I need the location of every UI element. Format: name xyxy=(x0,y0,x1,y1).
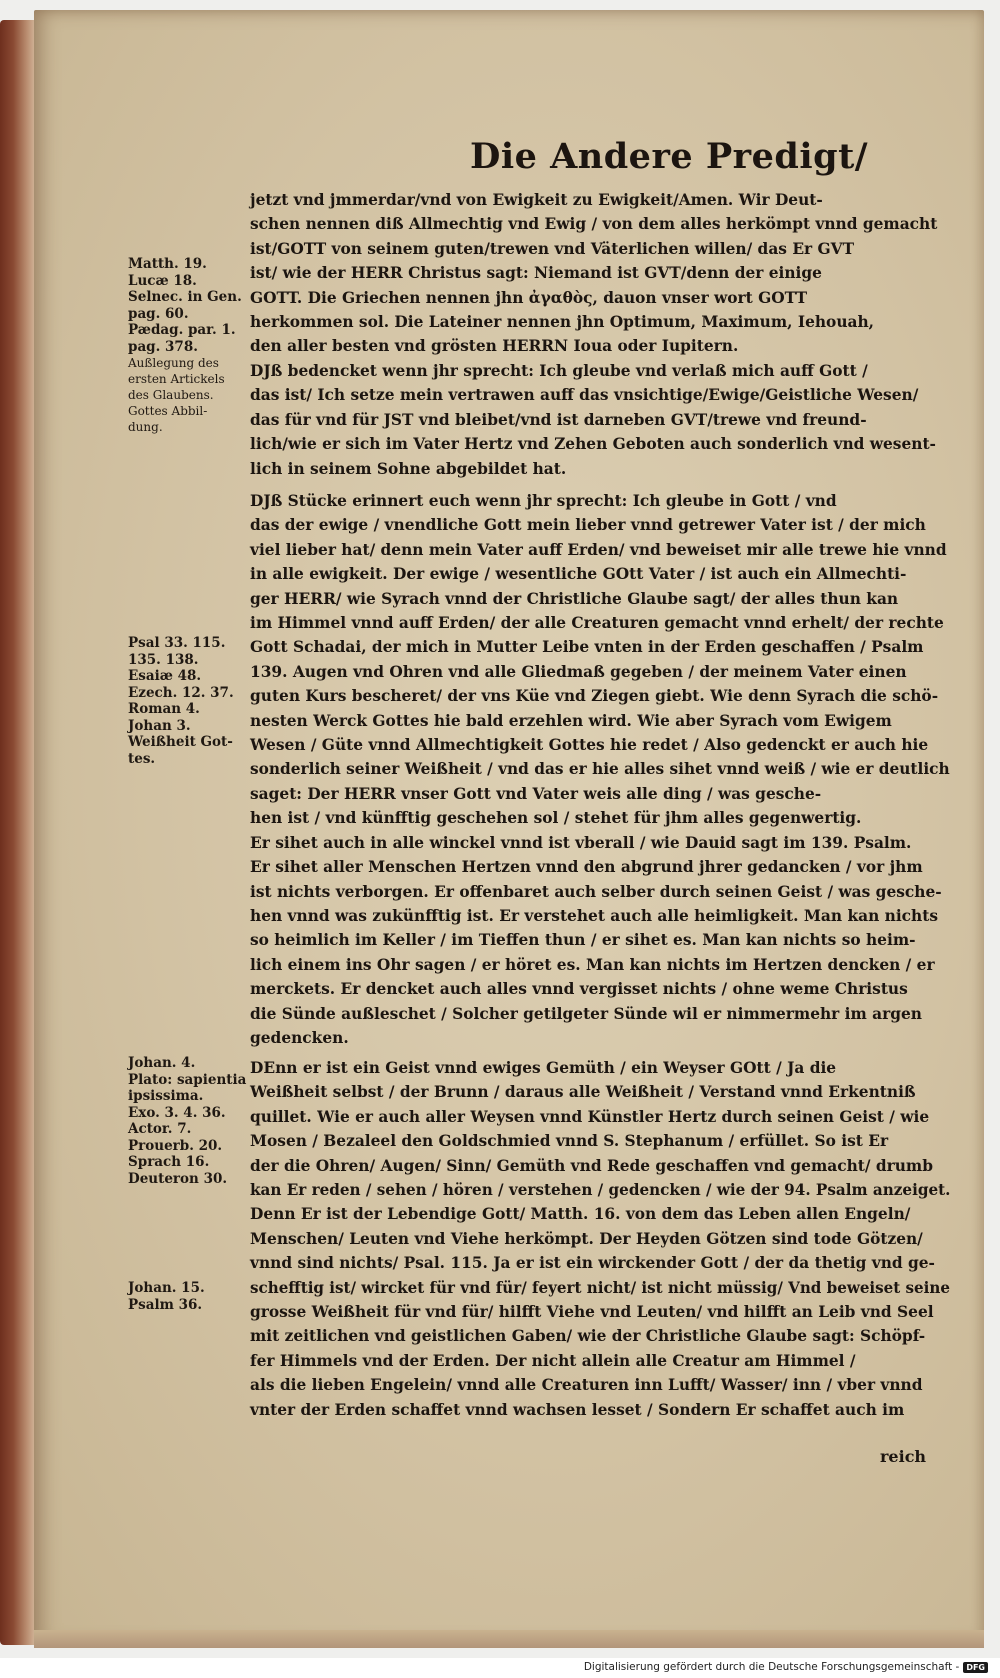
text-line: saget: Der HERR vnser Gott vnd Vater weis alle ding / was gesche- xyxy=(250,784,822,803)
text-line: viel lieber hat/ denn mein Vater auff Erden/ vnd beweiset mir alle trewe hie vnnd xyxy=(250,540,947,559)
text-line: die Sünde außleschet / Solcher getilgeter Sünde wil er nimmermehr im argen xyxy=(250,1004,922,1023)
margin-note: Johan. 15. xyxy=(128,1280,205,1296)
paragraph-3 xyxy=(250,489,950,1050)
text-line: Mosen / Bezaleel den Goldschmied vnnd S. Stephanum / erfüllet. So ist Er xyxy=(250,1132,889,1151)
margin-note: Lucæ 18. xyxy=(128,272,197,289)
margin-note: Psalm 36. xyxy=(128,1296,203,1313)
margin-note: Weißheit Got- xyxy=(128,734,233,750)
margin-note: ipsissima. xyxy=(128,1088,204,1104)
catchword: reich xyxy=(880,1447,927,1466)
footer-text: Digitalisierung gefördert durch die Deutsche Forschungsgemeinschaft - xyxy=(583,1661,960,1673)
text-line: den aller besten vnd grösten HERRN Ioua oder Iupitern. xyxy=(250,337,739,356)
text-line: guten Kurs bescheret/ der vns Küe vnd Ziegen giebt. Wie denn Syrach die schö- xyxy=(250,687,939,706)
margin-note: Actor. 7. xyxy=(128,1121,192,1137)
text-line: grosse Weißheit für vnd für/ hilfft Viehe vnd Leuten/ vnd hilfft an Leib vnd Seel xyxy=(250,1303,934,1322)
text-line: das der ewige / vnendliche Gott mein lieber vnnd getrewer Vater ist / der mich xyxy=(250,516,926,535)
text-line: in alle ewigkeit. Der ewige / wesentliche GOtt Vater / ist auch ein Allmechti- xyxy=(250,565,907,584)
text-line: das für vnd für JST vnd bleibet/vnd ist darneben GVT/trewe vnd freund- xyxy=(250,410,867,429)
text-line: Wesen / Güte vnnd Allmechtigkeit Gottes hie redet / Also gedenckt er auch hie xyxy=(250,736,929,755)
paragraph-1 xyxy=(250,188,950,359)
text-line: das ist/ Ich setze mein vertrawen auff das vnsichtige/Ewige/Geistliche Wesen/ xyxy=(250,386,919,405)
margin-notes-1 xyxy=(128,256,246,435)
margin-note: Roman 4. xyxy=(128,701,200,717)
text-line: herkommen sol. Die Lateiner nennen jhn Optimum, Maximum, Iehouah, xyxy=(250,313,875,332)
margin-notes-4 xyxy=(128,1280,246,1313)
margin-note: Ezech. 12. 37. xyxy=(128,684,234,701)
text-line: merckets. Er dencket auch alles vnnd vergisset nichts / ohne weme Christus xyxy=(250,980,908,999)
text-line: im Himmel vnnd auff Erden/ der alle Creaturen gemacht vnnd erhelt/ der rechte xyxy=(250,614,944,633)
text-line: jetzt vnd jmmerdar/vnd von Ewigkeit zu Ewigkeit/Amen. Wir Deut- xyxy=(250,191,823,209)
text-line: ist/GOTT von seinem guten/trewen vnd Väterlichen willen/ das Er GVT xyxy=(250,239,855,258)
margin-note: 135. 138. xyxy=(128,651,199,668)
text-line: als die lieben Engelein/ vnnd alle Creaturen inn Lufft/ Wasser/ inn / vber vnnd xyxy=(250,1376,923,1395)
text-line: fer Himmels vnd der Erden. Der nicht allein alle Creatur am Himmel / xyxy=(250,1351,856,1370)
text-line: so heimlich im Keller / im Tieffen thun / er sihet es. Man kan nichts so heim- xyxy=(250,931,916,950)
text-line: Weißheit selbst / der Brunn / daraus alle Weißheit / Verstand vnnd Erkentniß xyxy=(250,1083,916,1102)
page-bottom-edge xyxy=(34,1630,984,1648)
text-line: lich einem ins Ohr sagen / er höret es. Man kan nichts im Hertzen dencken / er xyxy=(250,955,935,974)
text-line: kan Er reden / sehen / hören / verstehen / gedencken / wie der 94. Psalm anzeiget. xyxy=(250,1181,951,1200)
text-line: Er sihet aller Menschen Hertzen vnnd den abgrund jhrer gedancken / vor jhm xyxy=(250,858,923,877)
text-line: hen ist / vnd künfftig geschehen sol / stehet für jhm alles gegenwertig. xyxy=(250,809,862,828)
text-line: nesten Werck Gottes hie bald erzehlen wird. Wie aber Syrach vom Ewigem xyxy=(250,711,892,730)
margin-note: Deuteron 30. xyxy=(128,1170,228,1187)
text-line: vnnd sind nichts/ Psal. 115. Ja er ist ein wirckender Gott / der da thetig vnd ge- xyxy=(250,1254,935,1273)
text-line: mit zeitlichen vnd geistlichen Gaben/ wie der Christliche Glaube sagt: Schöpf- xyxy=(250,1327,926,1346)
paragraph-4 xyxy=(250,1056,950,1422)
dfg-logo: DFG xyxy=(963,1662,988,1673)
margin-note: Selnec. in Gen. xyxy=(128,289,242,305)
text-line: ger HERR/ wie Syrach vnnd der Christliche Glaube sagt/ der alles thun kan xyxy=(250,589,899,608)
margin-note: Sprach 16. xyxy=(128,1154,210,1170)
text-line: Er sihet auch in alle winckel vnnd ist vberall / wie Dauid sagt im 139. Psalm. xyxy=(250,833,912,852)
text-line: DEnn er ist ein Geist vnnd ewiges Gemüth / ein Weyser GOtt / Ja die xyxy=(250,1059,837,1077)
margin-note: Außlegung des xyxy=(128,356,219,370)
text-line: quillet. Wie er auch aller Weysen vnnd Künstler Hertz durch seinen Geist / wie xyxy=(250,1107,930,1126)
margin-note: dung. xyxy=(128,420,163,434)
text-line: 139. Augen vnd Ohren vnd alle Gliedmaß gegeben / der meinem Vater einen xyxy=(250,662,907,681)
text-line: Menschen/ Leuten vnd Viehe herkömpt. Der Heyden Götzen sind tode Götzen/ xyxy=(250,1229,923,1248)
text-line: ist nichts verborgen. Er offenbaret auch selber durch seinen Geist / was gesche- xyxy=(250,882,942,901)
text-line: DJß Stücke erinnert euch wenn jhr sprecht: Ich gleube in Gott / vnd xyxy=(250,492,837,510)
margin-note: Plato: sapientia xyxy=(128,1071,247,1088)
margin-note: des Glaubens. xyxy=(128,388,214,402)
margin-note: Pædag. par. 1. xyxy=(128,322,236,338)
margin-note: Matth. 19. xyxy=(128,256,207,272)
margin-notes-2 xyxy=(128,635,246,767)
text-line: lich/wie er sich im Vater Hertz vnd Zehen Geboten auch sonderlich vnd wesent- xyxy=(250,435,936,454)
text-line: lich in seinem Sohne abgebildet hat. xyxy=(250,459,567,478)
text-line: GOTT. Die Griechen nennen jhn ἀγαθὸς, dauon vnser wort GOTT xyxy=(250,288,808,307)
digitization-footer xyxy=(584,1661,988,1673)
margin-note: Prouerb. 20. xyxy=(128,1137,223,1154)
text-line: gedencken. xyxy=(250,1028,349,1047)
paragraph-2 xyxy=(250,359,950,481)
text-line: sonderlich seiner Weißheit / vnd das er hie alles sihet vnnd weiß / wie er deutlich xyxy=(250,760,950,779)
text-line: Gott Schadai, der mich in Mutter Leibe vnten in der Erden geschaffen / Psalm xyxy=(250,638,924,657)
margin-note: Johan. 4. xyxy=(128,1055,196,1071)
running-header: Die Andere Predigt/ xyxy=(470,136,869,177)
text-line: DJß bedencket wenn jhr sprecht: Ich gleube vnd verlaß mich auff Gott / xyxy=(250,362,868,380)
margin-note: pag. 378. xyxy=(128,338,198,355)
text-line: ist/ wie der HERR Christus sagt: Niemand ist GVT/denn der einige xyxy=(250,264,822,283)
text-line: schefftig ist/ wircket für vnd für/ feyert nicht/ ist nicht müssig/ Vnd beweiset seine xyxy=(250,1278,950,1297)
margin-note: Gottes Abbil- xyxy=(128,404,208,418)
margin-note: Esaiæ 48. xyxy=(128,668,202,684)
text-line: vnter der Erden schaffet vnnd wachsen lesset / Sondern Er schaffet auch im xyxy=(250,1400,905,1419)
margin-note: Psal 33. 115. xyxy=(128,635,226,651)
book-spine xyxy=(0,20,38,1645)
margin-note: tes. xyxy=(128,750,156,767)
text-line: schen nennen diß Allmechtig vnd Ewig / von dem alles herkömpt vnnd gemacht xyxy=(250,215,938,234)
margin-note: Johan 3. xyxy=(128,717,191,734)
margin-note: Exo. 3. 4. 36. xyxy=(128,1104,226,1121)
text-line: der die Ohren/ Augen/ Sinn/ Gemüth vnd Rede geschaffen vnd gemacht/ drumb xyxy=(250,1156,933,1175)
margin-note: ersten Artickels xyxy=(128,372,225,386)
margin-note: pag. 60. xyxy=(128,305,189,322)
text-line: hen vnnd was zukünfftig ist. Er verstehet auch alle heimligkeit. Man kan nichts xyxy=(250,906,938,925)
margin-notes-3 xyxy=(128,1055,246,1187)
text-line: Denn Er ist der Lebendige Gott/ Matth. 16. von dem das Leben allen Engeln/ xyxy=(250,1205,911,1224)
